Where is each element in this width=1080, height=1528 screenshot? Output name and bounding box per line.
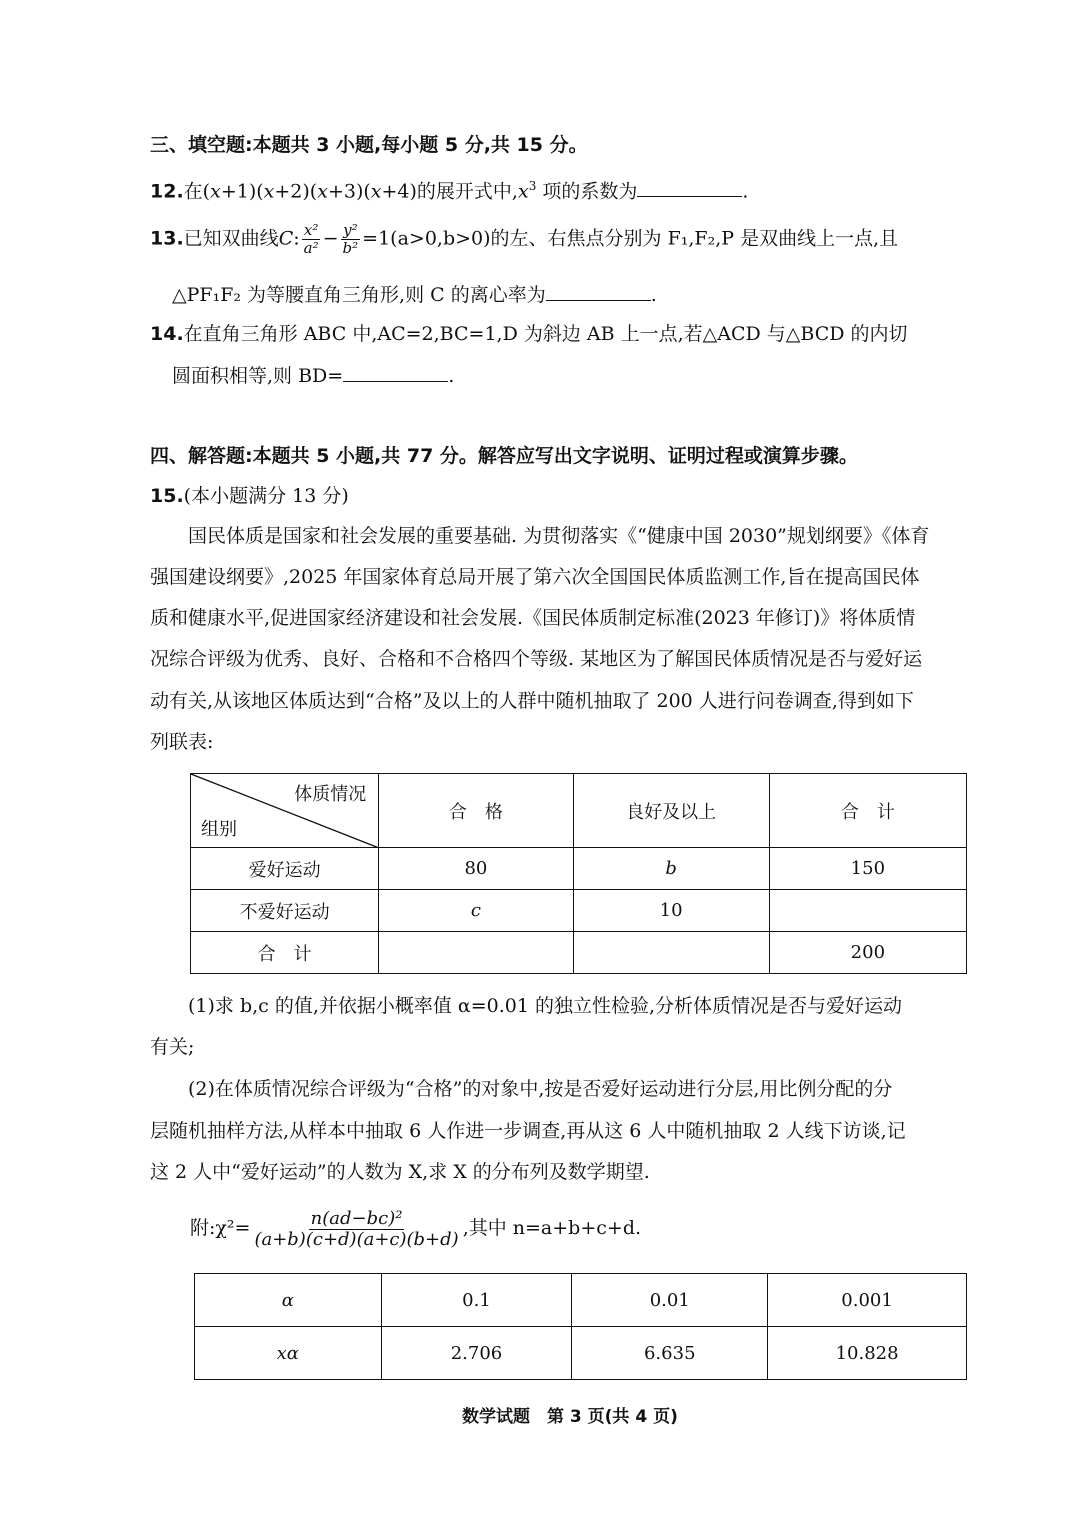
column-header: 良好及以上: [573, 774, 769, 848]
q14-text-a: 在直角三角形 ABC 中,AC=2,BC=1,D 为斜边 AB 上一点,若△ACD 与△BCD 的内切: [183, 323, 908, 345]
q14-line2-text: 圆面积相等,则 BD=: [172, 365, 344, 387]
x-alpha-label: xα: [195, 1327, 382, 1380]
question-14: [150, 320, 908, 348]
question-15-header: [150, 482, 349, 510]
table-cell: 10: [573, 890, 769, 932]
critical-value-table: [194, 1273, 967, 1380]
q15-para-line-6: 列联表:: [150, 731, 214, 753]
q13-text-b: =1(a>0,b>0)的左、右焦点分别为 F₁,F₂,P 是双曲线上一点,且: [362, 227, 899, 250]
q13-period: .: [650, 284, 657, 306]
q12-text-g: 项的系数为: [542, 180, 638, 203]
q15-para-line-3: 质和健康水平,促进国家经济建设和社会发展.《国民体质制定标准(2023 年修订)》将体质情: [150, 607, 916, 629]
q12-text-e: +3)(: [327, 180, 371, 203]
table-cell: 80: [379, 848, 573, 890]
formula-denominator: (a+b)(c+d)(a+c)(b+d): [254, 1228, 459, 1250]
table-cell: 0.001: [768, 1274, 967, 1327]
table-row: [191, 848, 967, 890]
section-3-heading: 三、填空题:本题共 3 小题,每小题 5 分,共 15 分。: [150, 134, 588, 156]
q13-text-a: 已知双曲线: [183, 227, 279, 250]
q12-var-x2: x: [263, 180, 275, 203]
formula-prefix: 附:χ²=: [190, 1217, 251, 1239]
q15-header-text: (本小题满分 13 分): [183, 485, 349, 507]
question-15-number: 15.: [150, 485, 184, 507]
q15-sub2-line-3: 这 2 人中“爱好运动”的人数为 X,求 X 的分布列及数学期望.: [150, 1161, 650, 1183]
q13-fraction-y: [341, 222, 361, 257]
q13-frac1-bot: a²: [303, 239, 319, 257]
table-row: [195, 1274, 967, 1327]
q12-answer-blank[interactable]: [637, 176, 742, 197]
q15-sub2-line-2: 层随机抽样方法,从样本中抽取 6 人作进一步调查,再从这 6 人中随机抽取 2 人线下访谈,记: [150, 1120, 906, 1142]
q12-period: .: [742, 180, 749, 203]
q12-text-a: 在(: [183, 180, 211, 203]
q15-sub1-line-1: (1)求 b,c 的值,并依据小概率值 α=0.01 的独立性检验,分析体质情况是否与爱好运动: [188, 995, 903, 1017]
q12-var-x1: x: [210, 180, 221, 203]
q13-frac2-bot: b²: [342, 239, 359, 257]
q13-var-c: C: [278, 227, 294, 250]
question-14-number: 14.: [150, 323, 184, 345]
q12-text-f: +4)的展开式中,: [381, 180, 518, 203]
question-12-number: 12.: [150, 180, 184, 203]
question-13-line2: [172, 280, 657, 309]
corner-top-label: 体质情况: [294, 784, 367, 805]
question-14-line2: [172, 361, 454, 390]
q13-answer-blank[interactable]: [546, 280, 651, 301]
q15-para-line-1: 国民体质是国家和社会发展的重要基础. 为贯彻落实《“健康中国 2030”规划纲要》《体育: [188, 525, 930, 547]
row-label: 爱好运动: [191, 848, 379, 890]
table-cell: 0.01: [572, 1274, 768, 1327]
question-13: [150, 222, 898, 257]
row-label: 不爱好运动: [191, 890, 379, 932]
q13-frac2-top: y²: [343, 221, 358, 239]
table-cell: c: [379, 890, 573, 932]
q12-var-x5: x: [517, 180, 529, 203]
q15-sub1-line-2: 有关;: [150, 1036, 195, 1058]
table-cell: 0.1: [381, 1274, 572, 1327]
q12-text-d: +2)(: [274, 180, 318, 203]
question-13-number: 13.: [150, 227, 184, 250]
corner-bottom-label: 组别: [201, 819, 237, 840]
q13-frac1-top: x²: [303, 221, 319, 239]
q12-var-x4: x: [370, 180, 382, 203]
table-cell: 200: [769, 932, 966, 974]
table-row: [191, 932, 967, 974]
q12-text-c: +1)(: [220, 180, 264, 203]
q14-period: .: [448, 365, 455, 387]
formula-suffix: ,其中 n=a+b+c+d.: [462, 1217, 642, 1239]
table-cell: 2.706: [381, 1327, 572, 1380]
q15-para-line-2: 强国建设纲要》,2025 年国家体育总局开展了第六次全国国民体质监测工作,旨在提高国民体: [150, 566, 920, 588]
formula-fraction: [252, 1209, 460, 1250]
table-cell: b: [573, 848, 769, 890]
page-footer: 数学试题 第 3 页(共 4 页): [462, 1407, 678, 1427]
table-cell: [379, 932, 573, 974]
q13-colon: :: [293, 227, 300, 250]
contingency-table: [190, 773, 967, 974]
chi-square-formula: [190, 1208, 641, 1250]
row-label: 合 计: [191, 932, 379, 974]
column-header: 合 格: [379, 774, 573, 848]
q14-answer-blank[interactable]: [343, 361, 448, 382]
table-cell: [573, 932, 769, 974]
section-4-heading: 四、解答题:本题共 5 小题,共 77 分。解答应写出文字说明、证明过程或演算步骤。: [150, 445, 858, 467]
q15-para-line-4: 况综合评级为优秀、良好、合格和不合格四个等级. 某地区为了解国民体质情况是否与爱好运: [150, 648, 923, 670]
table-row: [191, 890, 967, 932]
q15-para-line-5: 动有关,从该地区体质达到“合格”及以上的人群中随机抽取了 200 人进行问卷调查,得到如下: [150, 690, 914, 712]
q15-sub2-line-1: (2)在体质情况综合评级为“合格”的对象中,按是否爱好运动进行分层,用比例分配的分: [188, 1078, 893, 1100]
table-cell: 10.828: [768, 1327, 967, 1380]
column-header: 合 计: [769, 774, 966, 848]
table-cell: 6.635: [572, 1327, 768, 1380]
q13-fraction-x: [302, 222, 321, 257]
q12-var-x3: x: [317, 180, 328, 203]
formula-numerator: n(ad−bc)²: [310, 1207, 403, 1229]
table-cell: [769, 890, 966, 932]
question-12: 12.在(x+1)(x+2)(x+3)(x+4)的展开式中$,x^3$ 项的系数为 .: [150, 172, 748, 205]
alpha-label: α: [195, 1274, 382, 1327]
table-row: [195, 1327, 967, 1380]
table-cell: 150: [769, 848, 966, 890]
table-corner-cell: [191, 774, 379, 848]
q13-minus: −: [322, 227, 339, 250]
q13-line2-text: △PF₁F₂ 为等腰直角三角形,则 C 的离心率为: [172, 284, 546, 306]
